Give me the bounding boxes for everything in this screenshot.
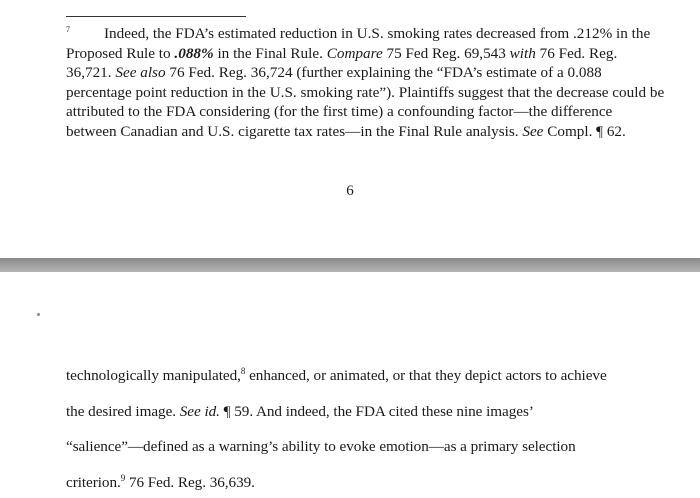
body-text: the desired image. [66, 403, 180, 420]
lower-page [0, 272, 700, 498]
footnote-signal-compare: Compare [326, 44, 383, 62]
footnote-text-4: 76 Fed. Reg. 36,721. [66, 44, 618, 81]
body-line-3: “salience”—defined as a warning’s ability to evoke emotion—as a primary selection [66, 438, 576, 455]
signal-see-id: See id. [179, 403, 220, 420]
footnote-ref-9: 9 [120, 472, 126, 483]
footnote-bold-value: .088% [174, 44, 214, 62]
footnote-separator [66, 16, 246, 17]
body-text: technologically manipulated, [66, 367, 241, 384]
body-line-1 [66, 366, 607, 386]
body-text: criterion. [66, 474, 121, 491]
body-text: enhanced, or animated, or that they depict actors to achieve [245, 367, 607, 384]
body-text: ¶ 59. And indeed, the FDA cited these nine images’ [219, 403, 534, 420]
page-number: 6 [346, 183, 354, 199]
footnote-signal-see-also: See also [115, 64, 166, 81]
page-separator [0, 258, 700, 272]
footnote-signal-with: with [509, 44, 536, 62]
footnote-ref-8: 8 [240, 365, 246, 376]
footnote-text-1: Indeed, the FDA’s estimated reduction in U.S. smoking rates decreased from .212% in the Proposed Rule to [66, 25, 651, 62]
footnote-signal-see: See [522, 122, 544, 140]
footnote-text-3: 75 Fed Reg. 69,543 [382, 44, 510, 62]
footnote-7: 7 Indeed, the FDA’s estimated reduction in U.S. smoking rates decreased from .212% in the Proposed Rule to .088% in the Final Rule. Compare 75 Fed Reg. 69,543 with 76 Fed. Reg. 36,721. See also 76 Fed. Reg. 36,724 (further explaining the “FDA’s estimate of a 0.088 percentage point reduction in the U.S. smoking rate”). Plaintiffs suggest that the decrease could be attributed to the FDA considering (for the first time) a confounding factor—the difference between Canadian and U.S. cigarette tax rates—in the Final Rule analysis. See Compl. ¶ 62. [66, 24, 665, 140]
body-line-2 [66, 402, 534, 422]
footnote-text-5: 76 Fed. Reg. 36,724 (further explaining the “FDA’s estimate of a 0.088 percentage point reduction in the U.S. smoking rate”). Plaintiffs suggest that the decrease could be attributed to the FDA considering (for the first time) a confounding factor—the difference between Canadian and U.S. cigarette tax rates—in the Final Rule analysis. [66, 64, 665, 140]
footnote-text-2: in the Final Rule. [213, 44, 327, 62]
footnote-text-6: Compl. ¶ 62. [543, 122, 626, 140]
body-line-4 [66, 473, 255, 493]
body-text: 76 Fed. Reg. 36,639. [125, 474, 255, 491]
scan-speck [37, 313, 40, 316]
